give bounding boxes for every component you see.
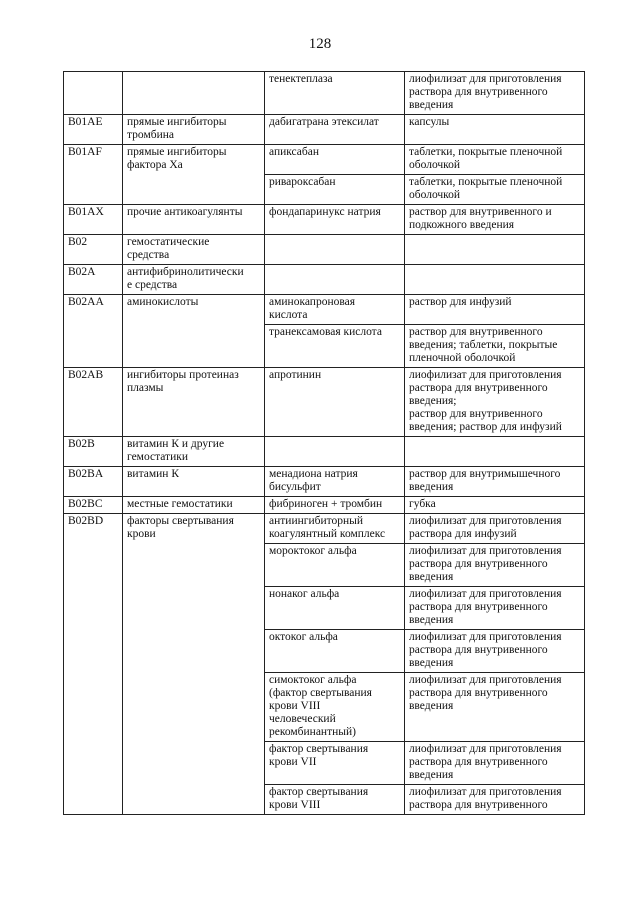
group-cell: прочие антикоагулянты xyxy=(123,205,265,235)
substance-cell: симоктоког альфа (фактор свертывания крови VIII человеческий рекомбинантный) xyxy=(265,673,405,742)
substance-cell: ривароксабан xyxy=(265,175,405,205)
substance-cell: антиингибиторный коагулянтный комплекс xyxy=(265,514,405,544)
table-row xyxy=(64,115,585,145)
group-cell xyxy=(123,72,265,115)
table-row xyxy=(64,467,585,497)
substance-cell: фондапаринукс натрия xyxy=(265,205,405,235)
atc-code-cell: B01AX xyxy=(64,205,123,235)
group-cell: витамин К и другие гемостатики xyxy=(123,437,265,467)
atc-code-cell: B02AB xyxy=(64,368,123,437)
table-row xyxy=(64,265,585,295)
atc-code-cell: B02BC xyxy=(64,497,123,514)
drug-table-body xyxy=(64,72,585,815)
atc-code-cell: B02A xyxy=(64,265,123,295)
atc-code-cell: B01AF xyxy=(64,145,123,205)
group-cell: антифибринолитически е средства xyxy=(123,265,265,295)
substance-cell: транексамовая кислота xyxy=(265,325,405,368)
substance-cell: фактор свертывания крови VII xyxy=(265,742,405,785)
drug-table xyxy=(63,71,585,815)
substance-cell: тенектеплаза xyxy=(265,72,405,115)
table-row xyxy=(64,368,585,437)
atc-code-cell: B02BA xyxy=(64,467,123,497)
table-row xyxy=(64,497,585,514)
group-cell: прямые ингибиторы тромбина xyxy=(123,115,265,145)
substance-cell: апротинин xyxy=(265,368,405,437)
dosage-form-cell: раствор для внутривенного введения; таблетки, покрытые пленочной оболочкой xyxy=(405,325,585,368)
dosage-form-cell: лиофилизат для приготовления раствора для инфузий xyxy=(405,514,585,544)
atc-code-cell: B02BD xyxy=(64,514,123,815)
substance-cell: мороктоког альфа xyxy=(265,544,405,587)
group-cell: аминокислоты xyxy=(123,295,265,368)
atc-code-cell: B02AA xyxy=(64,295,123,368)
dosage-form-cell: лиофилизат для приготовления раствора для внутривенного введения; раствор для внутривенного введения; раствор для инфузий xyxy=(405,368,585,437)
substance-cell: аминокапроновая кислота xyxy=(265,295,405,325)
atc-code-cell: B02B xyxy=(64,437,123,467)
dosage-form-cell: губка xyxy=(405,497,585,514)
dosage-form-cell: лиофилизат для приготовления раствора для внутривенного введения xyxy=(405,742,585,785)
group-cell: факторы свертывания крови xyxy=(123,514,265,815)
dosage-form-cell: раствор для внутривенного и подкожного введения xyxy=(405,205,585,235)
dosage-form-cell xyxy=(405,235,585,265)
dosage-form-cell: лиофилизат для приготовления раствора для внутривенного введения xyxy=(405,544,585,587)
dosage-form-cell: капсулы xyxy=(405,115,585,145)
dosage-form-cell: раствор для инфузий xyxy=(405,295,585,325)
dosage-form-cell: таблетки, покрытые пленочной оболочкой xyxy=(405,145,585,175)
substance-cell: октоког альфа xyxy=(265,630,405,673)
substance-cell: фактор свертывания крови VIII xyxy=(265,785,405,815)
substance-cell xyxy=(265,265,405,295)
dosage-form-cell xyxy=(405,265,585,295)
dosage-form-cell: лиофилизат для приготовления раствора для внутривенного введения xyxy=(405,630,585,673)
page-number: 128 xyxy=(308,36,332,52)
table-row xyxy=(64,235,585,265)
table-row xyxy=(64,205,585,235)
substance-cell xyxy=(265,437,405,467)
group-cell: гемостатические средства xyxy=(123,235,265,265)
dosage-form-cell: лиофилизат для приготовления раствора для внутривенного введения xyxy=(405,587,585,630)
table-row xyxy=(64,437,585,467)
substance-cell xyxy=(265,235,405,265)
dosage-form-cell: таблетки, покрытые пленочной оболочкой xyxy=(405,175,585,205)
substance-cell: менадиона натрия бисульфит xyxy=(265,467,405,497)
dosage-form-cell xyxy=(405,437,585,467)
group-cell: витамин К xyxy=(123,467,265,497)
dosage-form-cell: раствор для внутримышечного введения xyxy=(405,467,585,497)
substance-cell: нонаког альфа xyxy=(265,587,405,630)
table-row xyxy=(64,145,585,175)
group-cell: местные гемостатики xyxy=(123,497,265,514)
substance-cell: фибриноген + тромбин xyxy=(265,497,405,514)
substance-cell: апиксабан xyxy=(265,145,405,175)
atc-code-cell: B02 xyxy=(64,235,123,265)
dosage-form-cell: лиофилизат для приготовления раствора для внутривенного введения xyxy=(405,673,585,742)
dosage-form-cell: лиофилизат для приготовления раствора для внутривенного введения xyxy=(405,72,585,115)
table-row xyxy=(64,72,585,115)
table-row xyxy=(64,295,585,325)
dosage-form-cell: лиофилизат для приготовления раствора для внутривенного xyxy=(405,785,585,815)
group-cell: прямые ингибиторы фактора Ха xyxy=(123,145,265,205)
group-cell: ингибиторы протеиназ плазмы xyxy=(123,368,265,437)
substance-cell: дабигатрана этексилат xyxy=(265,115,405,145)
atc-code-cell xyxy=(64,72,123,115)
table-row xyxy=(64,514,585,544)
atc-code-cell: B01AE xyxy=(64,115,123,145)
